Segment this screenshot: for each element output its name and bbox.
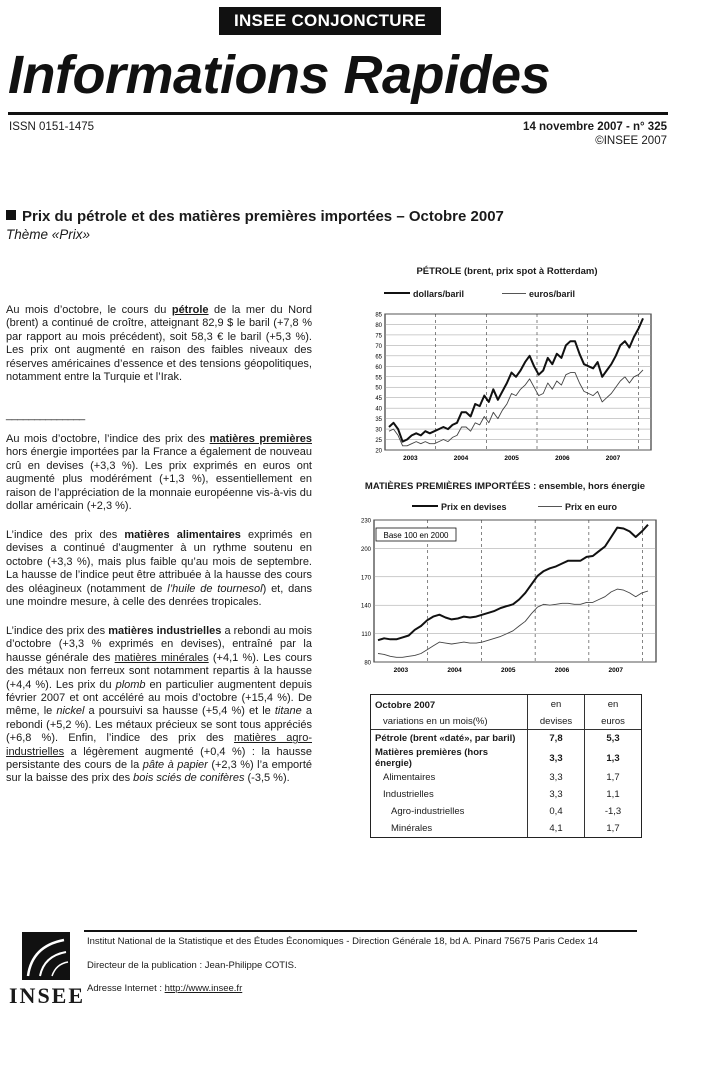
p2-text-a: Au mois d’octobre, l’indice des prix des: [6, 433, 210, 445]
oil-legend-dollars-label: dollars/baril: [413, 289, 465, 299]
table-row: [371, 803, 641, 820]
p3-keyword: matières alimentaires: [124, 529, 241, 541]
p4-keyword-2: matières minérales: [114, 651, 209, 664]
table-row-label: Matières premières (hors énergie): [375, 747, 488, 769]
table-row: [371, 786, 641, 803]
materials-legend-euro-label: Prix en euro: [565, 502, 618, 512]
table-row-label: Industrielles: [383, 789, 434, 800]
table-row-label: Minérales: [391, 823, 433, 834]
square-bullet-icon: [6, 210, 16, 220]
p4-text-h: (+2,3 %) l’a emporté sur la baisse des prix des: [6, 759, 313, 785]
x-tick-label: 2007: [608, 667, 623, 674]
p4-italic-3: titane: [274, 705, 302, 718]
table-row-value: 1,7: [585, 820, 642, 837]
y-tick-label: 80: [364, 660, 371, 667]
table-col1-bottom: devises: [528, 713, 585, 730]
issn: ISSN 0151-1475: [9, 121, 95, 133]
y-tick-label: 85: [375, 312, 382, 319]
p4-text-a: L’indice des prix des: [6, 625, 109, 637]
p4-italic-1: plomb: [115, 678, 146, 691]
x-tick-label: 2005: [504, 455, 519, 462]
issue-date: 14 novembre 2007 - n° 325: [523, 121, 667, 133]
y-tick-label: 70: [375, 343, 382, 350]
p4-italic-2: nickel: [56, 705, 85, 718]
x-tick-label: 2006: [555, 455, 570, 462]
p4-text-g: a légèrement augmenté (+0,4 %) : la hausse persistante des cours de la: [6, 745, 312, 772]
y-tick-label: 20: [375, 448, 382, 455]
materials-chart: [342, 514, 660, 682]
table-row-value: 7,8: [528, 730, 585, 748]
indicators-table: [370, 694, 642, 838]
p3-text-a: L’indice des prix des: [6, 529, 125, 541]
y-tick-label: 55: [375, 375, 382, 382]
y-tick-label: 110: [361, 632, 371, 639]
p4-italic-4: pâte à papier: [142, 759, 208, 772]
table-row: [371, 730, 641, 748]
footer-rule: [84, 930, 637, 932]
p4-keyword: matières industrielles: [108, 625, 222, 637]
table-row: [371, 747, 641, 769]
y-tick-label: 40: [375, 406, 382, 413]
x-tick-label: 2003: [403, 455, 418, 462]
y-tick-label: 60: [375, 364, 382, 371]
table-row-value: 1,7: [585, 769, 642, 786]
separator: ______________: [6, 409, 85, 421]
table-col1-top: en: [528, 695, 585, 713]
x-tick-label: 2005: [501, 667, 516, 674]
p3-text-c: ) et, dans une moindre mesure, à celle des denrées tropicales.: [6, 582, 312, 609]
paragraph-food: [6, 529, 312, 609]
article-theme: Thème «Prix»: [6, 227, 91, 242]
p2-text-b: hors énergie importées par la France a également de nouveau crû en devises (+3,3 %). Les prix exprimés en euros ont augmenté plus modérément (+1,3 %), essentiellement en raison de l’appréciation de la monnaie européenne vis-à-vis du dollar américain (+2,3 %).: [6, 446, 312, 513]
y-tick-label: 45: [375, 396, 382, 403]
insee-logo-icon: [22, 932, 70, 980]
materials-legend-euro: [538, 502, 617, 512]
p4-keyword-3: matières agro-industrielles: [6, 732, 312, 758]
footer-web: [87, 983, 242, 994]
oil-legend-dollars: [384, 289, 464, 299]
table-row-value: 3,3: [528, 786, 585, 803]
insee-logo-text: INSEE: [9, 983, 86, 1008]
article-title: [6, 208, 504, 225]
paragraph-industrial: [6, 625, 312, 786]
p4-text-b: a rebondi au mois d’octobre (+3,3 % exprimés en devises), entraîné par la hausse générale des: [6, 625, 312, 664]
footer-web-link[interactable]: http://www.insee.fr: [164, 983, 243, 994]
publication-badge: INSEE CONJONCTURE: [219, 7, 441, 35]
p1-text-b: de la mer du Nord (brent) a continué de croître, atteignant 82,9 $ le baril (+7,8 % par rapport au mois précédent), soit 58,3 € le baril (+5,3 %). Les prix ont augmenté en raison des faibles niveaux des réserves américaines d’essence et des tensions géopolitiques, notamment entre la Turquie et l’Irak.: [6, 304, 312, 384]
table-col2-top: en: [585, 695, 642, 713]
article-title-text: Prix du pétrole et des matières premières importées – Octobre 2007: [22, 208, 504, 225]
paragraph-oil: [6, 304, 312, 384]
materials-legend-devises-label: Prix en devises: [441, 502, 507, 512]
oil-legend-euros-label: euros/baril: [529, 289, 576, 299]
table-row-value: 4,1: [528, 820, 585, 837]
y-tick-label: 30: [375, 427, 382, 434]
p3-text-b: exprimés en devises a continué d’augmenter à un rythme soutenu en octobre (+3,3 %), mais plus faible qu’au mois de septembre. La hausse de l’indice peut être attribuée à la hausse des cours des oléagineux (notamment de: [6, 529, 312, 595]
p4-text-c: (+4,1 %). Les cours des métaux non ferreux sont notamment repartis à la hausse (+4,4 %). Les prix du: [6, 651, 312, 691]
masthead-title: Informations Rapides: [8, 45, 551, 105]
y-tick-label: 80: [375, 322, 382, 329]
y-tick-label: 35: [375, 417, 382, 424]
x-tick-label: 2007: [605, 455, 621, 462]
table-row-value: -1,3: [585, 803, 642, 820]
p4-text-j: (-3,5 %).: [244, 772, 290, 785]
y-tick-label: 170: [360, 575, 371, 582]
table-row: [371, 820, 641, 837]
oil-legend-euros: [502, 289, 575, 299]
table-row-label: Alimentaires: [383, 772, 436, 783]
y-tick-label: 75: [375, 333, 382, 340]
p4-text-e: a poursuivi sa hausse (+5,4 %) et le: [84, 705, 275, 718]
y-tick-label: 25: [375, 438, 382, 445]
table-row-value: 3,3: [528, 769, 585, 786]
y-tick-label: 50: [375, 385, 382, 392]
y-tick-label: 65: [375, 354, 382, 361]
plot-frame: [385, 314, 651, 450]
y-tick-label: 230: [360, 518, 371, 525]
table-row-value: 5,3: [585, 730, 642, 748]
table-head-sub: variations en un mois(%): [383, 715, 488, 727]
p2-keyword: matières premières: [209, 433, 312, 445]
x-tick-label: 2004: [453, 455, 469, 462]
table-row-label: Agro-industrielles: [391, 806, 465, 817]
table-row-value: 1,1: [585, 786, 642, 803]
table-head-title: Octobre 2007: [375, 699, 436, 711]
table-col2-bottom: euros: [585, 713, 642, 730]
p4-text-f: a rebondi (+5,2 %). Les métaux précieux se sont tous appréciés (+6,8 %). Enfin, l’indice des prix des: [6, 705, 312, 745]
materials-legend-devises: [412, 502, 507, 512]
paragraph-raw-materials: [6, 433, 312, 513]
x-tick-label: 2004: [447, 667, 462, 674]
footer-director: Directeur de la publication : Jean-Philippe COTIS.: [87, 960, 297, 971]
oil-chart: [355, 306, 655, 468]
table-row-label: Pétrole (brent «daté», par baril): [375, 733, 516, 744]
p1-text-a: Au mois d’octobre, le cours du: [6, 304, 172, 316]
table-row-value: 3,3: [528, 747, 585, 769]
footer-web-label: Adresse Internet :: [87, 983, 165, 994]
header-rule: [8, 112, 668, 115]
table-row: [371, 769, 641, 786]
oil-chart-title: PÉTROLE (brent, prix spot à Rotterdam): [416, 266, 598, 277]
materials-chart-title: MATIÈRES PREMIÈRES IMPORTÉES : ensemble, hors énergie: [364, 481, 646, 492]
p4-text-d: en particulier augmentent depuis février 2007 et ont accéléré au mois d’octobre (+15,4 %). De même, le: [6, 678, 312, 718]
table-row-value: 1,3: [585, 747, 642, 769]
copyright: ©INSEE 2007: [595, 135, 667, 147]
p1-keyword: pétrole: [171, 304, 209, 316]
p4-italic-5: bois sciés de conifères: [133, 772, 245, 785]
y-tick-label: 140: [360, 603, 371, 610]
p3-italic: l’huile de tournesol: [167, 582, 263, 595]
x-tick-label: 2003: [393, 667, 409, 674]
x-tick-label: 2006: [554, 667, 570, 674]
footer-institute: Institut National de la Statistique et des Études Économiques - Direction Générale 18, bd A. Pinard 75675 Paris Cedex 14: [87, 936, 599, 947]
table-row-value: 0,4: [528, 803, 585, 820]
y-tick-label: 200: [360, 546, 371, 553]
base-note: Base 100 en 2000: [383, 531, 449, 540]
